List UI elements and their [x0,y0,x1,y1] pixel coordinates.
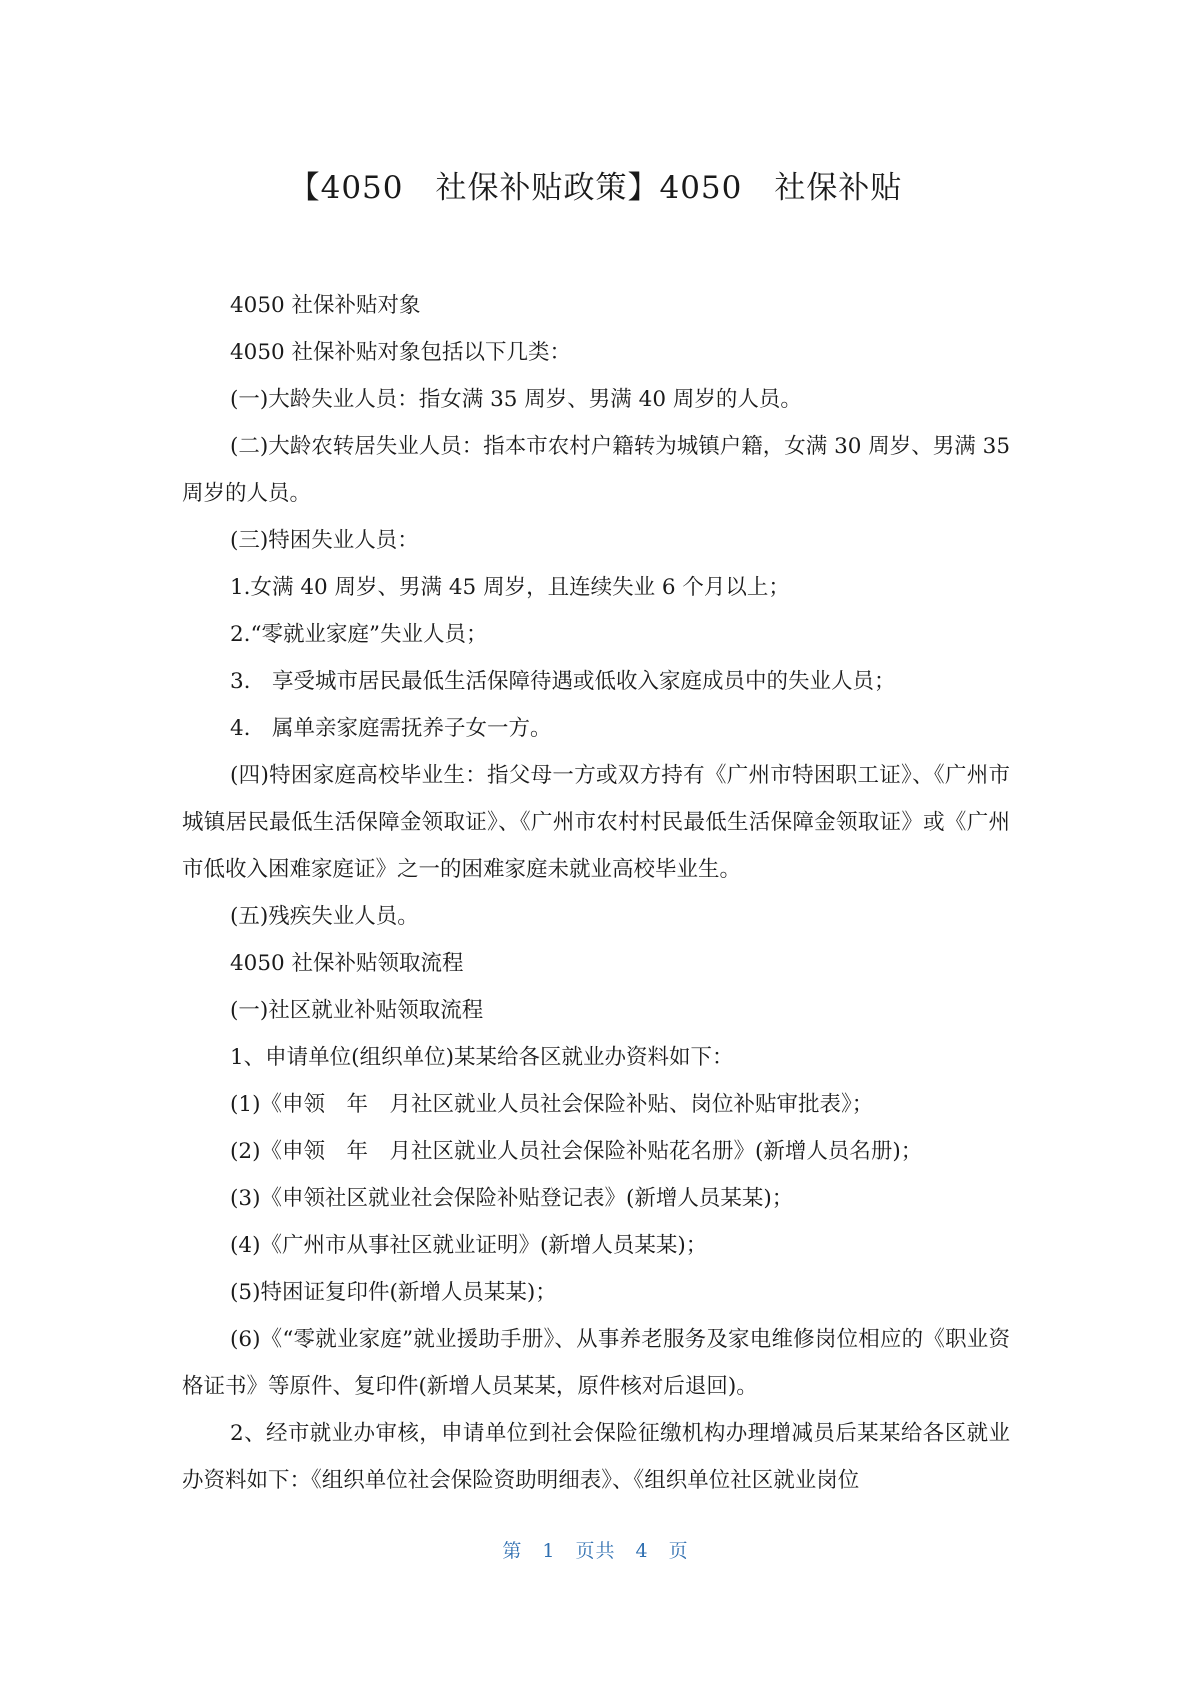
paragraph: (二)大龄农转居失业人员：指本市农村户籍转为城镇户籍，女满 30 周岁、男满 35 周岁的人员。 [182,434,1010,506]
paragraph: 3. 享受城市居民最低生活保障待遇或低收入家庭成员中的失业人员； [230,669,896,694]
document-title: 【4050 社保补贴政策】4050 社保补贴 [288,170,903,206]
paragraph: 1、申请单位(组织单位)某某给各区就业办资料如下： [230,1045,734,1070]
paragraph: (2)《申领 年 月社区就业人员社会保险补贴花名册》(新增人员名册)； [230,1139,923,1164]
paragraph: (3)《申领社区就业社会保险补贴登记表》(新增人员某某)； [230,1186,794,1211]
paragraph: 4050 社保补贴对象包括以下几类： [230,340,572,365]
paragraph: 2.“零就业家庭”失业人员； [230,622,488,647]
paragraph: 4050 社保补贴领取流程 [230,951,464,976]
paragraph: (一)大龄失业人员：指女满 35 周岁、男满 40 周岁的人员。 [230,387,802,412]
paragraph: 1.女满 40 周岁、男满 45 周岁，且连续失业 6 个月以上； [230,575,790,600]
paragraph: (一)社区就业补贴领取流程 [230,998,484,1023]
paragraph: (五)残疾失业人员。 [230,904,419,929]
paragraph: (6)《“零就业家庭”就业援助手册》、从事养老服务及家电维修岗位相应的《职业资格证书》等原件、复印件(新增人员某某，原件核对后退回)。 [182,1327,1010,1399]
paragraph: (1)《申领 年 月社区就业人员社会保险补贴、岗位补贴审批表》； [230,1092,874,1117]
paragraph: 4. 属单亲家庭需抚养子女一方。 [230,716,552,741]
document-body [182,282,1010,1504]
paragraph: (4)《广州市从事社区就业证明》(新增人员某某)； [230,1233,708,1258]
paragraph: (三)特困失业人员： [230,528,419,553]
paragraph: (5)特困证复印件(新增人员某某)； [230,1280,557,1305]
paragraph: 2、经市就业办审核，申请单位到社会保险征缴机构办理增减员后某某给各区就业办资料如下：《组织单位社会保险资助明细表》、《组织单位社区就业岗位 [182,1421,1010,1493]
page-number: 第 1 页共 4 页 [502,1540,689,1562]
paragraph: (四)特困家庭高校毕业生：指父母一方或双方持有《广州市特困职工证》、《广州市城镇居民最低生活保障金领取证》、《广州市农村村民最低生活保障金领取证》或《广州市低收入困难家庭证》之一的困难家庭未就业高校毕业生。 [182,763,1010,882]
paragraph: 4050 社保补贴对象 [230,293,421,318]
